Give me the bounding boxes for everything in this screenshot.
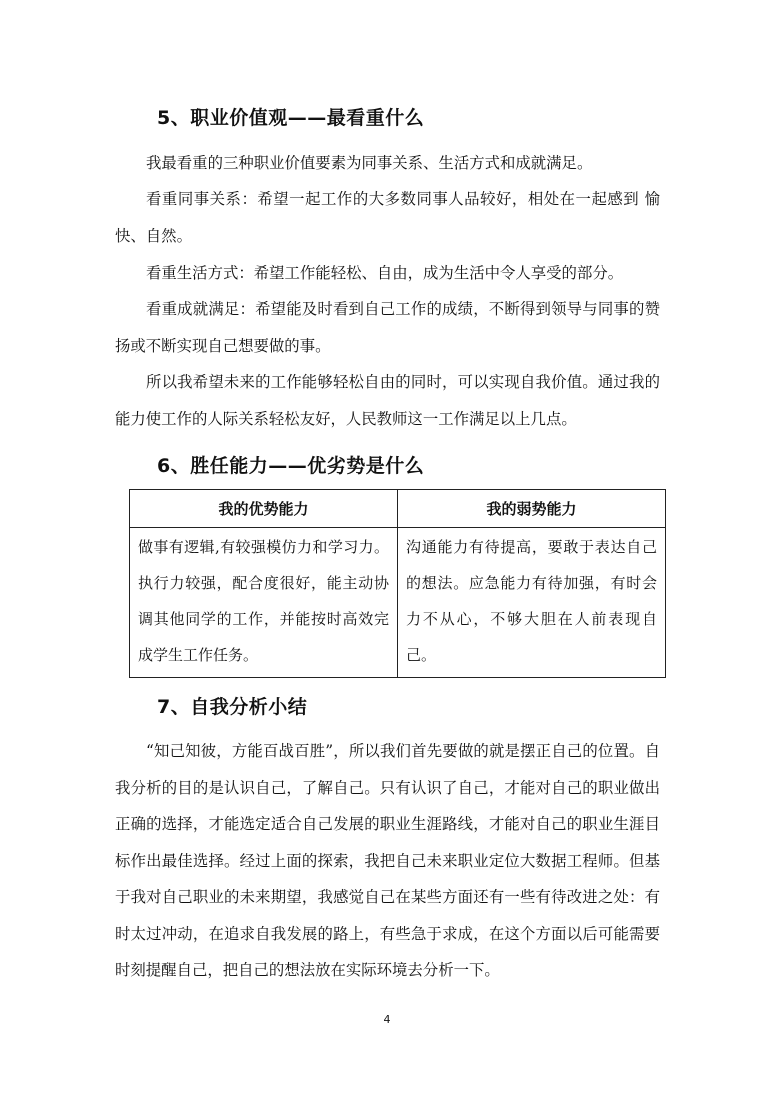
- section-6-heading: 6、胜任能力——优劣势是什么: [157, 455, 425, 477]
- strengths-header: 我的优势能力: [130, 490, 398, 528]
- section-5-paragraph-1: 我最看重的三种职业价值要素为同事关系、生活方式和成就满足。: [146, 154, 593, 172]
- section-7-paragraph-1: “知己知彼，方能百战百胜”，所以我们首先要做的就是摆正自己的位置。自我分析的目的是认识自己，了解自己。只有认识了自己，才能对自己的职业做出正确的选择，才能选定适合自己发展的职业生涯路线，才能对自己的职业生涯目标作出最佳选择。经过上面的探索，我把自己未来职业定位大数据工程师。但基于我对自己职业的未来期望，我感觉自己在某些方面还有一些有待改进之处：有时太过冲动，在追求自我发展的路上，有些急于求成，在这个方面以后可能需要时刻提醒自己，把自己的想法放在实际环境去分析一下。: [115, 742, 660, 979]
- page-number: 4: [383, 1013, 391, 1026]
- section-5-heading: 5、职业价值观——最看重什么: [157, 107, 425, 129]
- ability-table: [129, 489, 666, 678]
- section-7-heading: 7、自我分析小结: [157, 696, 308, 718]
- ability-table-row: [130, 528, 666, 678]
- section-5-paragraph-5: 所以我希望未来的工作能够轻松自由的同时，可以实现自我价值。通过我的能力使工作的人际关系轻松友好，人民教师这一工作满足以上几点。: [115, 373, 660, 428]
- strengths-cell: 做事有逻辑,有较强模仿力和学习力。执行力较强，配合度很好，能主动协调其他同学的工作，并能按时高效完成学生工作任务。: [130, 528, 398, 678]
- weaknesses-cell: 沟通能力有待提高，要敢于表达自己的想法。应急能力有待加强，有时会力不从心，不够大胆在人前表现自己。: [398, 528, 666, 678]
- section-5-paragraph-4: 看重成就满足：希望能及时看到自己工作的成绩，不断得到领导与同事的赞扬或不断实现自己想要做的事。: [115, 300, 660, 355]
- section-5-paragraph-3: 看重生活方式：希望工作能轻松、自由，成为生活中令人享受的部分。: [146, 264, 624, 282]
- weaknesses-header: 我的弱势能力: [398, 490, 666, 528]
- section-5-paragraph-2: 看重同事关系：希望一起工作的大多数同事人品较好，相处在一起感到 愉快、自然。: [115, 190, 660, 245]
- ability-table-header-row: [130, 490, 666, 528]
